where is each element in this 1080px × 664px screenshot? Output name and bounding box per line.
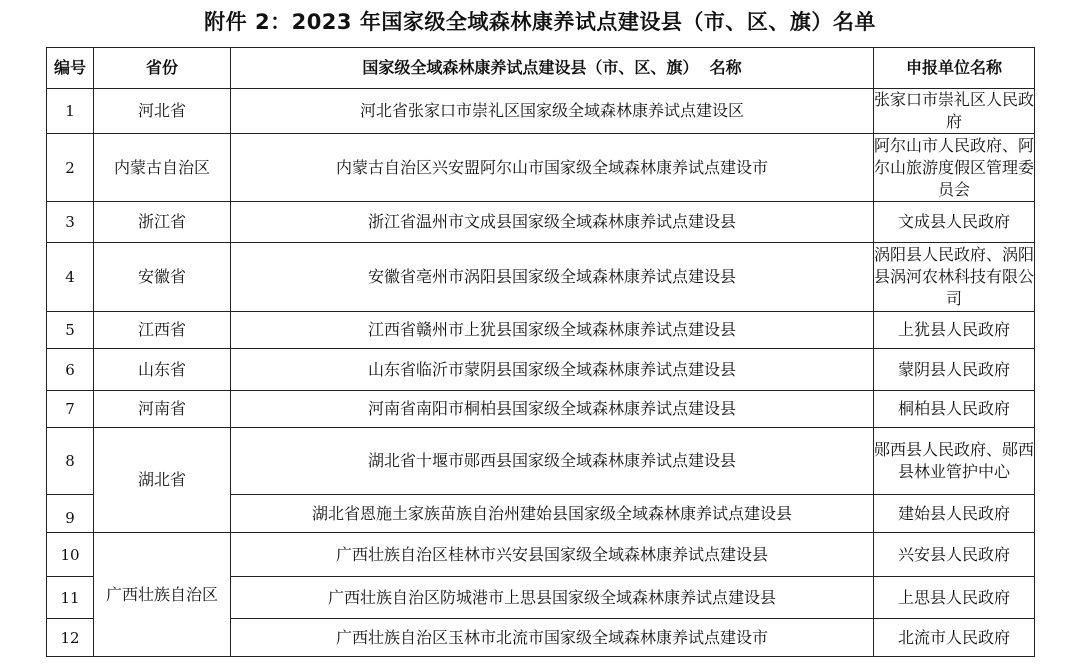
- row-no: 12: [47, 619, 94, 657]
- row-unit: 文成县人民政府: [874, 202, 1035, 243]
- row-province: 河南省: [94, 391, 231, 428]
- row-unit: 阿尔山市人民政府、阿尔山旅游度假区管理委员会: [874, 134, 1035, 202]
- row-name: 内蒙古自治区兴安盟阿尔山市国家级全域森林康养试点建设市: [231, 134, 874, 202]
- table-header-row: [47, 48, 1035, 89]
- row-province: 安徽省: [94, 243, 231, 312]
- row-province: 湖北省: [94, 428, 231, 533]
- row-unit: 上思县人民政府: [874, 577, 1035, 619]
- row-no: 10: [47, 533, 94, 577]
- table-row: [47, 134, 1035, 202]
- page-title: 附件 2：2023 年国家级全域森林康养试点建设县（市、区、旗）名单: [204, 10, 876, 34]
- row-province: 山东省: [94, 349, 231, 391]
- row-no: 3: [47, 202, 94, 243]
- row-unit: 北流市人民政府: [874, 619, 1035, 657]
- row-province: 河北省: [94, 89, 231, 134]
- row-no: 11: [47, 577, 94, 619]
- row-unit: 郧西县人民政府、郧西县林业管护中心: [874, 428, 1035, 495]
- row-name: 安徽省亳州市涡阳县国家级全域森林康养试点建设县: [231, 243, 874, 312]
- row-unit: 张家口市崇礼区人民政府: [874, 89, 1035, 134]
- row-no: 2: [47, 134, 94, 202]
- row-name: 河南省南阳市桐柏县国家级全域森林康养试点建设县: [231, 391, 874, 428]
- table-row: [47, 312, 1035, 349]
- row-province: 浙江省: [94, 202, 231, 243]
- table-row: [47, 533, 1035, 577]
- row-no: 4: [47, 243, 94, 312]
- row-no: 7: [47, 391, 94, 428]
- header-province: 省份: [94, 48, 231, 89]
- row-unit: 兴安县人民政府: [874, 533, 1035, 577]
- row-name: 山东省临沂市蒙阴县国家级全域森林康养试点建设县: [231, 349, 874, 391]
- row-name: 广西壮族自治区玉林市北流市国家级全域森林康养试点建设市: [231, 619, 874, 657]
- table-row: [47, 428, 1035, 495]
- row-unit: 涡阳县人民政府、涡阳县涡河农林科技有限公司: [874, 243, 1035, 312]
- row-no: 8: [47, 428, 94, 495]
- table-row: [47, 202, 1035, 243]
- pilot-county-table: [46, 47, 1035, 657]
- table-row: [47, 349, 1035, 391]
- row-unit: 上犹县人民政府: [874, 312, 1035, 349]
- row-no: 5: [47, 312, 94, 349]
- row-no: 6: [47, 349, 94, 391]
- row-name: 广西壮族自治区桂林市兴安县国家级全域森林康养试点建设县: [231, 533, 874, 577]
- header-no: 编号: [47, 48, 94, 89]
- table-row: [47, 89, 1035, 134]
- row-name: 广西壮族自治区防城港市上思县国家级全域森林康养试点建设县: [231, 577, 874, 619]
- row-no: 1: [47, 89, 94, 134]
- row-unit: 桐柏县人民政府: [874, 391, 1035, 428]
- row-province: 江西省: [94, 312, 231, 349]
- table-row: [47, 391, 1035, 428]
- row-name: 湖北省恩施土家族苗族自治州建始县国家级全域森林康养试点建设县: [231, 495, 874, 533]
- row-unit: 蒙阴县人民政府: [874, 349, 1035, 391]
- row-name: 浙江省温州市文成县国家级全域森林康养试点建设县: [231, 202, 874, 243]
- row-province: 广西壮族自治区: [94, 533, 231, 657]
- header-name: 国家级全域森林康养试点建设县（市、区、旗） 名称: [231, 48, 874, 89]
- row-name: 湖北省十堰市郧西县国家级全域森林康养试点建设县: [231, 428, 874, 495]
- header-unit: 申报单位名称: [874, 48, 1035, 89]
- row-province: 内蒙古自治区: [94, 134, 231, 202]
- row-name: 河北省张家口市崇礼区国家级全域森林康养试点建设区: [231, 89, 874, 134]
- row-name: 江西省赣州市上犹县国家级全域森林康养试点建设县: [231, 312, 874, 349]
- table-row: [47, 243, 1035, 312]
- row-unit: 建始县人民政府: [874, 495, 1035, 533]
- row-no: 9: [47, 495, 94, 533]
